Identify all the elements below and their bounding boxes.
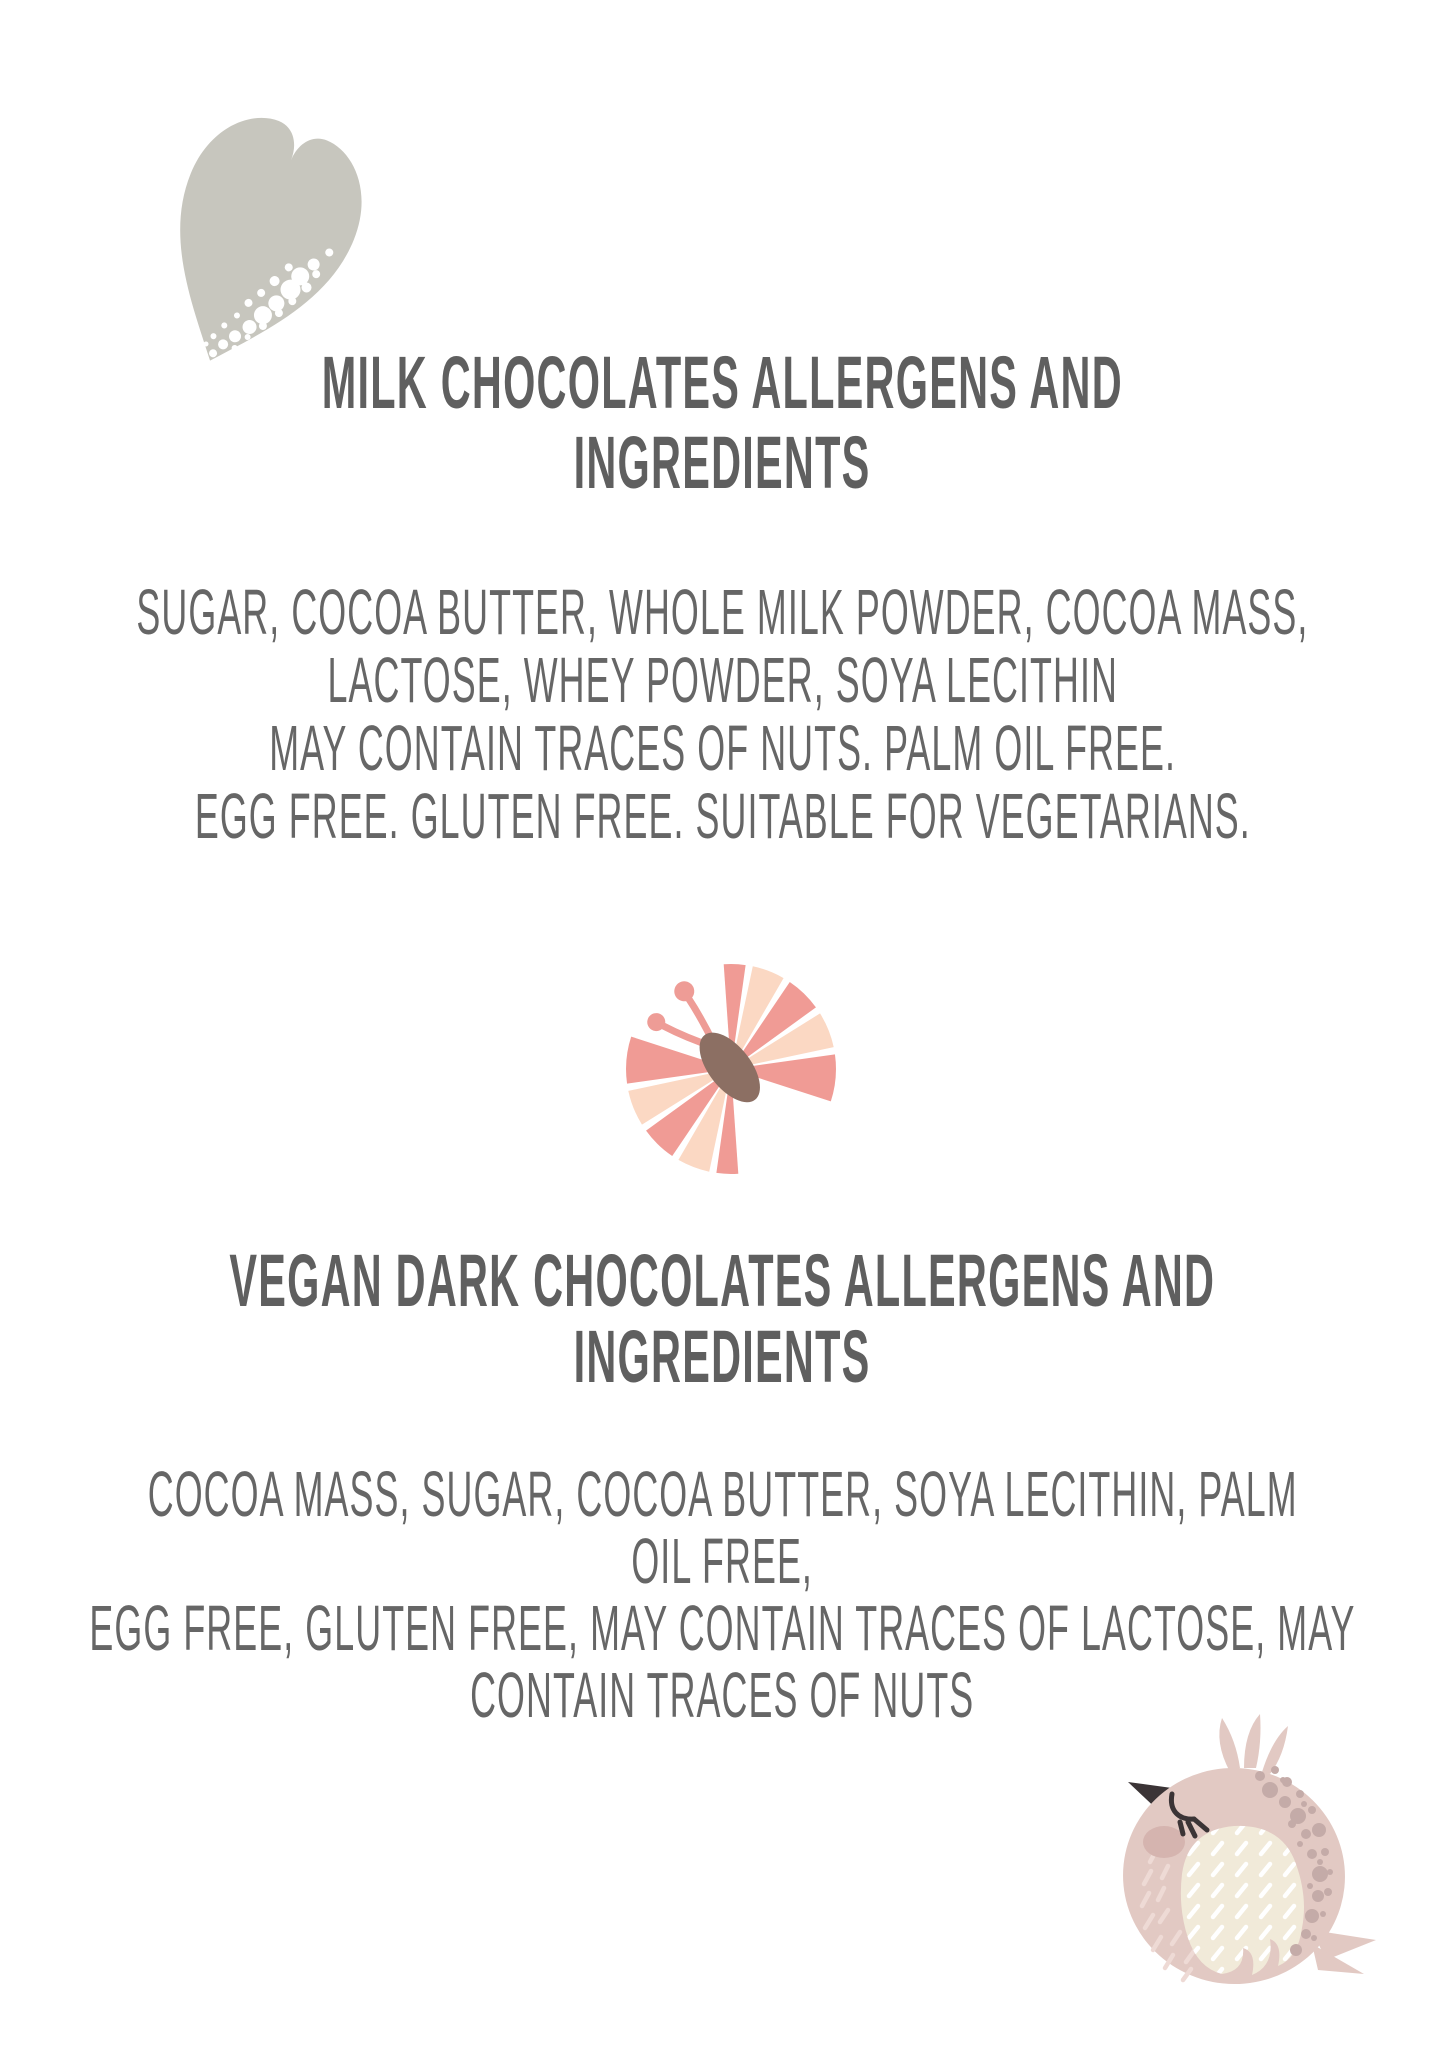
milk-ingredients-line-2: LACTOSE, WHEY POWDER, SOYA LECITHIN <box>327 644 1118 716</box>
milk-section-title <box>0 342 1445 502</box>
milk-title-line-1: MILK CHOCOLATES ALLERGENS AND <box>321 340 1124 424</box>
milk-title-line-2: INGREDIENTS <box>574 420 871 504</box>
milk-ingredients-line-3: MAY CONTAIN TRACES OF NUTS. PALM OIL FREE. <box>269 712 1176 784</box>
butterfly-icon <box>596 944 866 1194</box>
milk-ingredients-line-4: EGG FREE. GLUTEN FREE. SUITABLE FOR VEGETARIANS. <box>194 780 1251 852</box>
vegan-title-line-1: VEGAN DARK CHOCOLATES ALLERGENS AND <box>229 1238 1216 1322</box>
vegan-ingredients-line-3: EGG FREE, GLUTEN FREE, MAY CONTAIN TRACES OF LACTOSE, MAY <box>89 1591 1356 1664</box>
vegan-section-title <box>0 1238 1445 1398</box>
vegan-ingredients-line-4: CONTAIN TRACES OF NUTS <box>470 1658 975 1731</box>
vegan-section-ingredients <box>0 1457 1445 1731</box>
vegan-title-line-2: INGREDIENTS <box>574 1314 871 1398</box>
bird-icon <box>1112 1712 1392 2002</box>
vegan-ingredients-line-2: OIL FREE, <box>631 1524 814 1597</box>
milk-section-ingredients <box>0 578 1445 850</box>
vegan-ingredients-line-1: COCOA MASS, SUGAR, COCOA BUTTER, SOYA LECITHIN, PALM <box>147 1457 1298 1530</box>
milk-ingredients-line-1: SUGAR, COCOA BUTTER, WHOLE MILK POWDER, COCOA MASS, <box>136 576 1309 648</box>
